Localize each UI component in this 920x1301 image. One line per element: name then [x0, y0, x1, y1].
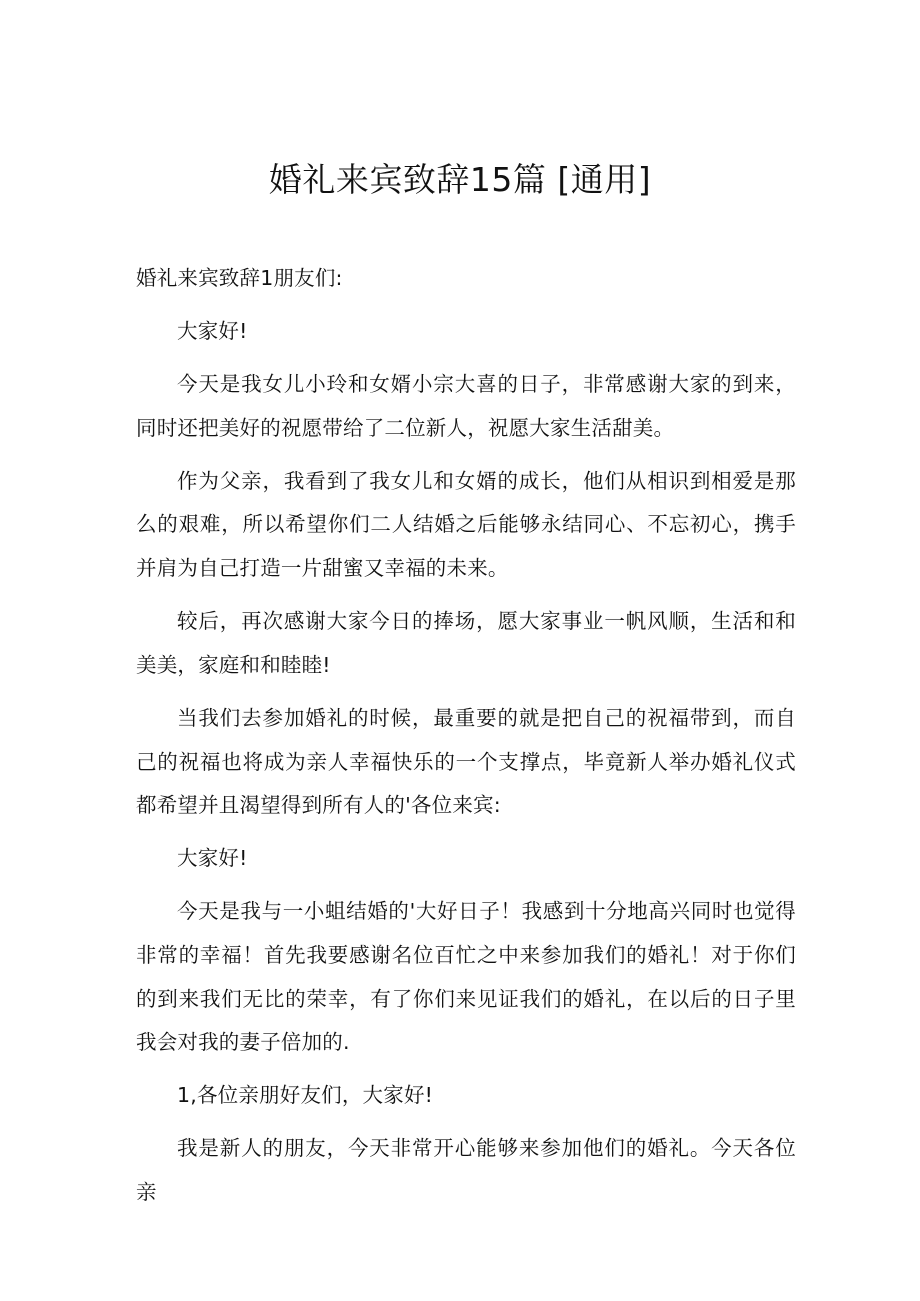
paragraph-opening: 婚礼来宾致辞1朋友们: [136, 266, 343, 290]
paragraph-greeting: 大家好! [177, 846, 248, 871]
paragraph: 今天是我与一小蛆结婚的'大好日子！我感到十分地高兴同时也觉得非常的幸福！首先我要感谢名位百忙之中来参加我们的婚礼！对于你们的到来我们无比的荣幸，有了你们来见证我们的婚礼，在以后的日子里我会对我的妻子倍加的. [136, 899, 796, 1055]
paragraph: 今天是我女儿小玲和女婿小宗大喜的日子，非常感谢大家的到来，同时还把美好的祝愿带给了二位新人，祝愿大家生活甜美。 [136, 372, 796, 440]
paragraph: 较后，再次感谢大家今日的捧场，愿大家事业一帆风顺，生活和和美美，家庭和和睦睦! [136, 609, 796, 677]
paragraph: 作为父亲，我看到了我女儿和女婿的成长，他们从相识到相爱是那么的艰难，所以希望你们二人结婚之后能够永结同心、不忘初心，携手并肩为自己打造一片甜蜜又幸福的未来。 [136, 468, 796, 581]
document-body [136, 257, 796, 1224]
paragraph: 当我们去参加婚礼的时候，最重要的就是把自己的祝福带到，而自己的祝福也将成为亲人幸福快乐的一个支撑点，毕竟新人举办婚礼仪式都希望并且渴望得到所有人的'各位来宾: [136, 705, 796, 818]
paragraph: 1,各位亲朋好友们，大家好! [177, 1083, 434, 1108]
paragraph: 我是新人的朋友，今天非常开心能够来参加他们的婚礼。今天各位亲 [136, 1136, 796, 1205]
paragraph-greeting: 大家好! [177, 319, 248, 343]
document-title: 婚礼来宾致辞15篇 [通用] [268, 160, 652, 199]
